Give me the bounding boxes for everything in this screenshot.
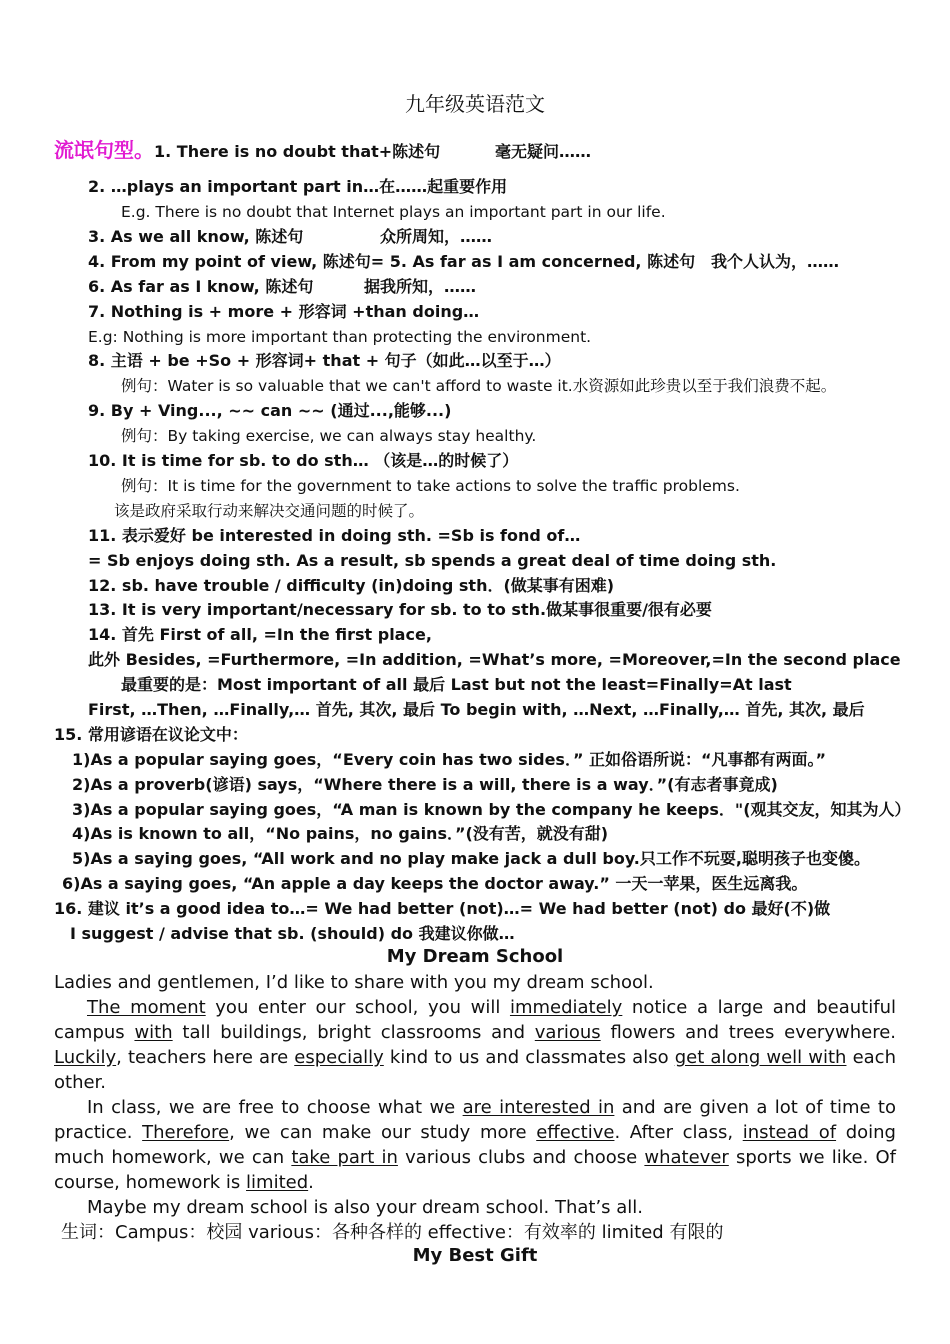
proverb-5: 5)As a saying goes, “All work and no play make jack a dull boy.只工作不玩耍,聪明孩子也变傻。 [72, 849, 870, 868]
sentence-line-16b: I suggest / advise that sb. (should) do 我建议你做… [70, 924, 515, 943]
sentence-line-8: 8. 主语 + be +So + 形容词+ that + 句子（如此…以至于…） [88, 351, 561, 370]
sentence-line-6-cn: 据我所知，…… [364, 277, 477, 296]
page-title: 九年级英语范文 [405, 92, 545, 116]
sentence-line-12: 12. sb. have trouble / difficulty (in)doing sth．(做某事有困难) [88, 576, 615, 595]
example-line-10: 例句：It is time for the government to take actions to solve the traffic problems. [121, 477, 740, 495]
sentence-line-9: 9. By + Ving..., ~~ can ~~ (通过...,能够...) [88, 401, 452, 420]
sentence-line-6: 6. As far as I know, 陈述句 [88, 277, 314, 296]
essay-title: My Dream School [386, 946, 564, 967]
proverb-6: 6)As a saying goes, “An apple a day keeps the doctor away.” 一天一苹果，医生远离我。 [62, 874, 808, 893]
proverb-2: 2)As a proverb(谚语) says，“Where there is a will, there is a way．”(有志者事竟成) [72, 775, 778, 794]
next-essay-title: My Best Gift [412, 1245, 538, 1266]
essay-paragraph-1: Ladies and gentlemen, I’d like to share with you my dream school. [54, 972, 654, 993]
proverb-4: 4)As is known to all，“No pains，no gains．”(没有苦，就没有甜) [72, 824, 609, 843]
section-heading: 流氓句型。 [54, 138, 154, 162]
sentence-line-4: 4. From my point of view, 陈述句= 5. As far as I am concerned, 陈述句 [88, 252, 696, 271]
sentence-line-3-cn: 众所周知，…… [380, 227, 493, 246]
sentence-line-3: 3. As we all know, 陈述句 [88, 227, 304, 246]
example-line-10-cn: 该是政府采取行动来解决交通问题的时候了。 [114, 502, 425, 520]
sentence-line-10: 10. It is time for sb. to do sth… （该是…的时候了） [88, 451, 519, 470]
sentence-line-13: 13. It is very important/necessary for sb. to to sth.做某事很重要/很有必要 [88, 600, 712, 619]
vocabulary-line: 生词：Campus：校园 various：各种各样的 effective：有效率的 limited 有限的 [61, 1222, 724, 1243]
sentence-line-14c: 最重要的是：Most important of all 最后 Last but not the least=Finally=At last [121, 675, 792, 694]
sentence-line-7: 7. Nothing is + more + 形容词 +than doing… [88, 302, 480, 321]
essay-paragraph-4: Maybe my dream school is also your dream school. That’s all. [87, 1197, 644, 1218]
sentence-line-11b: = Sb enjoys doing sth. As a result, sb spends a great deal of time doing sth. [88, 551, 777, 570]
sentence-line-14d: First, …Then, …Finally,… 首先, 其次, 最后 To begin with, …Next, …Finally,… 首先, 其次, 最后 [88, 700, 865, 719]
sentence-line-14: 14. 首先 First of all, =In the first place, [88, 625, 432, 644]
sentence-line-4-cn: 我个人认为，…… [711, 252, 840, 271]
example-line-9: 例句：By taking exercise, we can always stay healthy. [121, 427, 537, 445]
example-line-8: 例句：Water is so valuable that we can't afford to waste it.水资源如此珍贵以至于我们浪费不起。 [121, 377, 837, 395]
example-line-7: E.g: Nothing is more important than protecting the environment. [88, 328, 592, 346]
proverb-3: 3)As a popular saying goes，“A man is known by the company he keeps．"(观其交友，知其为人） [72, 800, 911, 819]
sentence-line-14b: 此外 Besides, =Furthermore, =In addition, =What’s more, =Moreover,=In the second place [88, 650, 901, 669]
essay-body [54, 970, 896, 1245]
sentence-line-16: 16. 建议 it’s a good idea to…= We had better (not)…= We had better (not) do 最好(不)做 [54, 899, 831, 918]
essay-paragraph-2: The moment you enter our school, you will immediately notice a large and beautiful campus with tall buildings, bright classrooms and various flowers and trees everywhere. Luckily, teachers here are especially kind to us and classmates also get along well with each other. [54, 997, 896, 1093]
sentence-line-2: 2. …plays an important part in…在……起重要作用 [88, 177, 508, 196]
sentence-line-15: 15. 常用谚语在议论文中： [54, 725, 248, 744]
example-line-2: E.g. There is no doubt that Internet plays an important part in our life. [121, 203, 666, 221]
sentence-line-1: 流氓句型。1. There is no doubt that+陈述句 [54, 138, 441, 162]
proverb-1: 1)As a popular saying goes，“Every coin has two sides．” 正如俗语所说：“凡事都有两面。” [72, 750, 827, 769]
sentence-line-11: 11. 表示爱好 be interested in doing sth. =Sb is fond of… [88, 526, 581, 545]
essay-paragraph-3: In class, we are free to choose what we are interested in and are given a lot of time to practice. Therefore, we can make our study more effective. After class, instead of doing much homework, we can take part in various clubs and choose whatever sports we like. Of course, homework is limited. [54, 1097, 896, 1193]
sentence-line-1-cn: 毫无疑问…… [495, 142, 592, 161]
